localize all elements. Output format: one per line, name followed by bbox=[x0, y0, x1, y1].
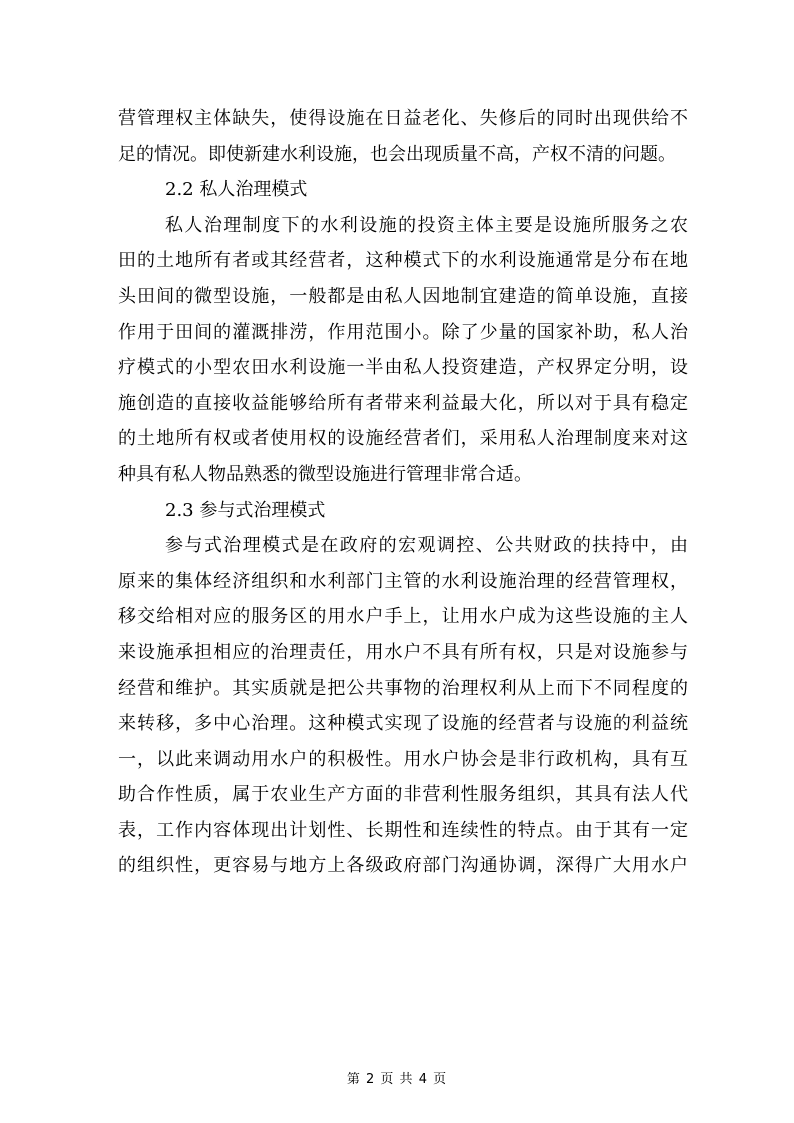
text-line: 种具有私人物品熟悉的微型设施进行管理非常合适。 bbox=[118, 463, 532, 485]
page-number-footer: 第 2 页 共 4 页 bbox=[346, 1072, 448, 1087]
text-line: 头田间的微型设施，一般都是由私人因地制宜建造的简单设施，直接 bbox=[118, 285, 688, 307]
text-line: 一，以此来调动用水户的积极性。用水户协会是非行政机构，具有互 bbox=[118, 748, 688, 770]
text-line: 参与式治理模式是在政府的宏观调控、公共财政的扶持中，由 bbox=[165, 535, 688, 557]
text-line: 足的情况。即使新建水利设施，也会出现质量不高，产权不清的问题。 bbox=[118, 143, 676, 165]
paragraph-continued bbox=[118, 101, 688, 172]
text-line: 移交给相对应的服务区的用水户手上，让用水户成为这些设施的主人 bbox=[118, 606, 688, 628]
text-line: 助合作性质，属于农业生产方面的非营利性服务组织，其具有法人代 bbox=[118, 784, 688, 806]
text-line: 的组织性，更容易与地方上各级政府部门沟通协调，深得广大用水户 bbox=[118, 855, 688, 877]
text-line: 表，工作内容体现出计划性、长期性和连续性的特点。由于其有一定 bbox=[118, 819, 688, 841]
text-line: 来转移，多中心治理。这种模式实现了设施的经营者与设施的利益统 bbox=[118, 713, 688, 735]
text-line: 营管理权主体缺失，使得设施在日益老化、失修后的同时出现供给不 bbox=[118, 108, 688, 129]
paragraph-participatory-governance bbox=[118, 528, 688, 884]
text-line: 作用于田间的灌溉排涝，作用范围小。除了少量的国家补助，私人治 bbox=[118, 321, 688, 343]
section-heading-2-2: 2.2 私人治理模式 bbox=[165, 179, 308, 201]
text-line: 原来的集体经济组织和水利部门主管的水利设施治理的经营管理权， bbox=[118, 570, 688, 592]
paragraph-private-governance bbox=[118, 208, 688, 493]
text-line: 来设施承担相应的治理责任，用水户不具有所有权，只是对设施参与 bbox=[118, 641, 688, 663]
text-line: 经营和维护。其实质就是把公共事物的治理权利从上而下不同程度的 bbox=[118, 677, 688, 699]
text-line: 施创造的直接收益能够给所有者带来利益最大化，所以对于具有稳定 bbox=[118, 392, 688, 414]
text-line: 田的土地所有者或其经营者，这种模式下的水利设施通常是分布在地 bbox=[118, 250, 688, 272]
text-line: 疗模式的小型农田水利设施一半由私人投资建造，产权界定分明，设 bbox=[118, 357, 688, 379]
section-heading-2-3: 2.3 参与式治理模式 bbox=[165, 499, 326, 521]
document-body bbox=[118, 101, 688, 884]
text-line: 的土地所有权或者使用权的设施经营者们，采用私人治理制度来对这 bbox=[118, 428, 688, 450]
text-line: 私人治理制度下的水利设施的投资主体主要是设施所服务之农 bbox=[165, 214, 688, 236]
